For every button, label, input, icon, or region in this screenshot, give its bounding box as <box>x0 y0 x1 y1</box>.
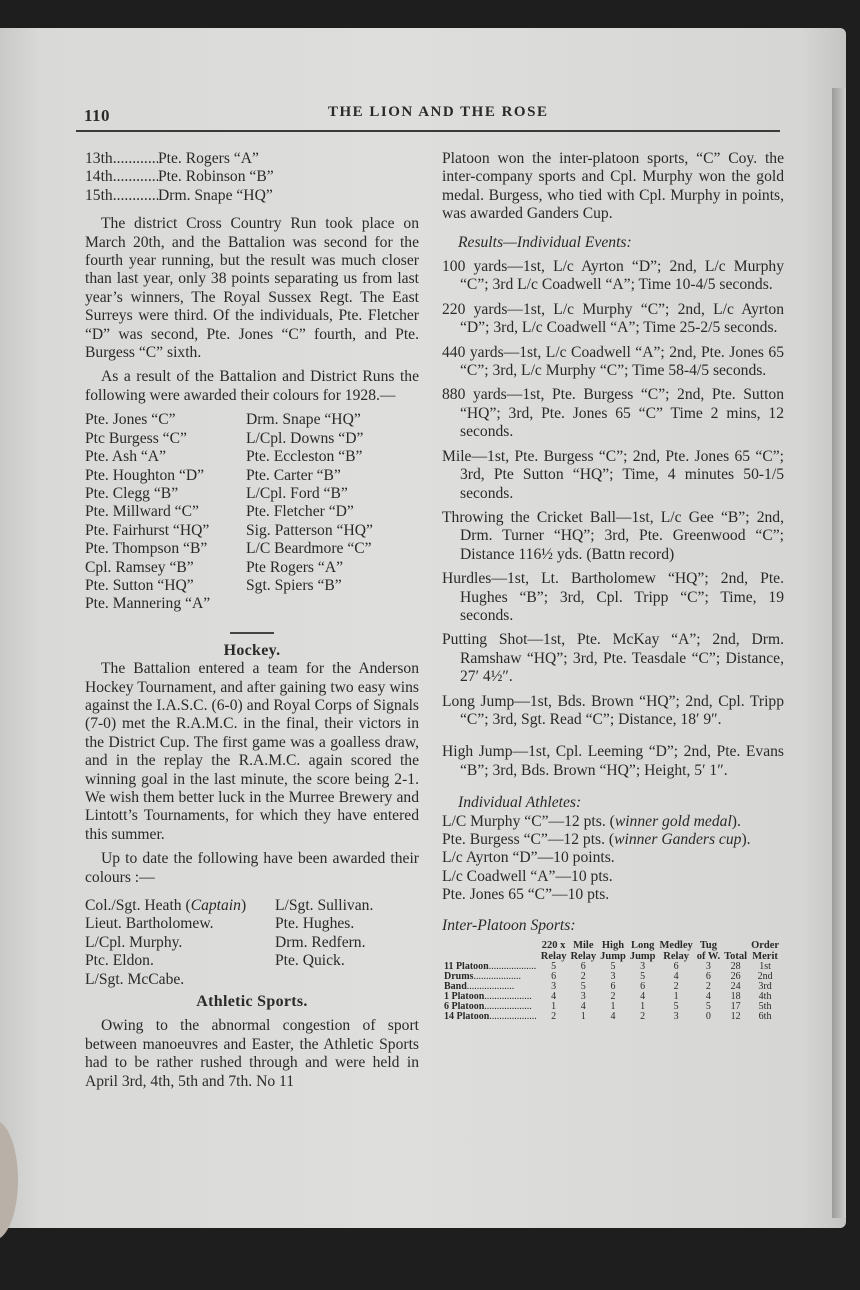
colours-name: Pte. Fletcher “D” <box>246 503 354 521</box>
table-cell: 2 <box>673 981 679 993</box>
section-divider <box>230 632 274 634</box>
table-cell: 6 <box>640 981 646 993</box>
colours-name: Pte. Jones “C” <box>85 411 176 429</box>
table-cell: 1st <box>759 961 771 973</box>
table-column-header <box>695 941 722 962</box>
athlete-end: ). <box>741 831 751 848</box>
table-cell: 2 <box>610 991 616 1003</box>
table-cell: 1 <box>610 1001 616 1013</box>
athletic-sports-paragraph: Owing to the abnormal congestion of sport between manoeuvres and Easter, the Athletic Sports had to be rather rushed through and were held in April 3rd, 4th, 5th and 7th. No 11 <box>85 1017 419 1090</box>
hockey-colours-list <box>85 897 419 989</box>
colours-name: Pte. Quick. <box>275 952 345 970</box>
table-cell: 5th <box>758 1001 772 1013</box>
table-cell: 6 <box>580 961 586 973</box>
table-column-header <box>598 941 628 962</box>
column-header-line: Relay <box>663 950 689 962</box>
table-cell: 5 <box>673 1001 679 1013</box>
event-result: 880 yards—1st, Pte. Burgess “C”; 2nd, Pte. Sutton “HQ”; 3rd, Pte. Jones 65 “C” Time 2 mins, 12 seconds. <box>442 386 784 441</box>
event-result: 100 yards—1st, L/c Ayrton “D”; 2nd, L/c Murphy “C”; 3rd L/c Coadwell “A”; Time 10-4/5 seconds. <box>442 258 784 294</box>
hockey-colours-intro: Up to date the following have been awarded their colours :— <box>85 850 419 886</box>
table-column-header <box>658 941 695 962</box>
platoon-name-text: 11 Platoon ..... <box>444 962 536 972</box>
colours-name <box>85 934 275 952</box>
colours-name: Cpl. Ramsey “B” <box>85 558 194 576</box>
table-cell: 3 <box>640 961 646 973</box>
table-cell: 4 <box>640 991 646 1003</box>
colours-name: Pte Rogers “A” <box>246 558 344 576</box>
event-result: Long Jump—1st, Bds. Brown “HQ”; 2nd, Cpl. Tripp “C”; 3rd, Sgt. Read “C”; Distance, 18′ 9″. <box>442 692 784 728</box>
colours-name: Drm. Redfern. <box>275 933 366 951</box>
table-column-header <box>539 941 569 962</box>
placing-name: Pte. Robinson “B” <box>158 168 274 186</box>
athletes-list <box>442 813 784 905</box>
colours-name <box>85 915 275 933</box>
column-header-line: Jump <box>600 950 626 962</box>
athlete-text: L/C Murphy “C”—12 pts. ( <box>442 812 615 830</box>
table-cell: 3 <box>610 971 616 983</box>
table-cell: 2 <box>551 1011 557 1023</box>
colours-name: Ptc Burgess “C” <box>85 429 187 447</box>
platoon-name <box>442 1012 539 1022</box>
table-cell: 5 <box>640 971 646 983</box>
athlete-text: Pte. Burgess “C”—12 pts. ( <box>442 831 615 848</box>
colours-name-text: Col./Sgt. Heath ( <box>85 897 191 915</box>
table-cell: 2nd <box>757 971 773 983</box>
colours-name: Pte. Eccleston “B” <box>246 448 363 466</box>
colours-name: Pte. Clegg “B” <box>85 484 179 502</box>
colours-name: Pte. Millward “C” <box>85 503 199 521</box>
athletic-sports-heading: Athletic Sports. <box>196 993 308 1011</box>
table-cell: 4 <box>705 991 711 1003</box>
table-cell: 12 <box>730 1011 741 1023</box>
colours-name: Pte. Mannering “A” <box>85 595 211 613</box>
table-cell: 2 <box>580 971 586 983</box>
column-header-line: High <box>601 940 625 952</box>
colours-name: Pte. Carter “B” <box>246 466 341 484</box>
athlete-entry <box>442 849 784 867</box>
platoon-name-text: 1 Platoon ..... <box>444 992 532 1002</box>
event-result: Throwing the Cricket Ball—1st, L/c Gee “B”; 2nd, Drm. Turner “HQ”; 3rd, Pte. Greenwood “C”; Distance 116½ yds. (Battn record) <box>442 508 784 563</box>
hockey-heading: Hockey. <box>223 641 281 659</box>
continuation-paragraph: Platoon won the inter-platoon sports, “C” Coy. the inter-company sports and Cpl. Murphy won the gold medal. Burgess, who tied with Cpl. Murphy in points, was awarded Ganders Cup. <box>442 150 784 223</box>
column-header-line: Mile <box>573 940 594 952</box>
placing-row <box>85 168 419 186</box>
inter-platoon-heading: Inter-Platoon Sports: <box>442 916 576 934</box>
column-header-line: Order <box>751 940 780 952</box>
athlete-text: Pte. Jones 65 “C”—10 pts. <box>442 886 610 904</box>
platoon-name <box>442 972 539 982</box>
next-page-edge <box>832 88 846 1218</box>
results-heading: Results—Individual Events: <box>458 233 632 251</box>
table-cell: 3rd <box>758 981 772 993</box>
athlete-entry <box>442 868 784 886</box>
table-cell: 4 <box>610 1011 616 1023</box>
column-header-line: Relay <box>570 950 597 962</box>
table-cell: 6 <box>705 971 711 983</box>
athlete-end: ). <box>731 812 741 830</box>
event-result: High Jump—1st, Cpl. Leeming “D”; 2nd, Pte. Evans “B”; 3rd, Bds. Brown “HQ”; Height, 5′ 1″. <box>442 743 784 779</box>
inter-platoon-table <box>442 941 781 1022</box>
table-column-header <box>568 941 598 962</box>
colours-name-end: ) <box>240 897 247 915</box>
column-header-line: 220 x <box>541 940 566 952</box>
events-list <box>442 258 784 780</box>
table-cell: 4th <box>758 991 772 1003</box>
colours-name-note: Captain <box>190 897 241 915</box>
column-header-line: Total <box>724 950 748 962</box>
colours-name: Pte. Houghton “D” <box>85 466 205 484</box>
table-cell: 3 <box>580 991 586 1003</box>
placings-list <box>85 150 419 205</box>
placing-position: 13th ..... <box>85 150 158 168</box>
table-cell: 5 <box>705 1001 711 1013</box>
column-header-line: Jump <box>629 950 656 962</box>
event-result: Putting Shot—1st, Pte. McKay “A”; 2nd, Drm. Ramshaw “HQ”; 3rd, Pte. Teasdale “C”; Distance, 27′ 4½″. <box>442 631 784 686</box>
colours-name: L/C Beardmore “C” <box>246 540 372 558</box>
event-result: Mile—1st, Pte. Burgess “C”; 2nd, Pte. Jones 65 “C”; 3rd, Pte Sutton “HQ”; Time, 4 minutes 50-1/5 seconds. <box>442 447 784 502</box>
athlete-text: L/c Ayrton “D”—10 points. <box>442 849 615 867</box>
table-column-header <box>722 941 749 962</box>
page-number: 110 <box>84 106 111 125</box>
colours-name: L/Cpl. Ford “B” <box>246 484 348 502</box>
table-cell: 4 <box>551 991 557 1003</box>
placing-position: 15th ..... <box>85 187 158 205</box>
column-header-line: Tug <box>699 940 717 952</box>
placing-row <box>85 150 419 168</box>
table-cell: 3 <box>673 1011 679 1023</box>
placing-name: Pte. Rogers “A” <box>158 150 259 167</box>
table-row <box>442 1012 781 1022</box>
column-header-line: Long <box>630 940 655 952</box>
colours-name <box>246 595 419 613</box>
colours-name: Sgt. Spiers “B” <box>246 576 342 594</box>
placing-row <box>85 187 419 205</box>
table-column-header <box>749 941 781 962</box>
event-result: Hurdles—1st, Lt. Bartholomew “HQ”; 2nd, Pte. Hughes “B”; 3rd, Cpl. Tripp “C”; Time, 19 seconds. <box>442 570 784 624</box>
platoon-name-text: Drums ..... <box>444 972 521 982</box>
colours-name <box>85 971 275 989</box>
table-cell: 1 <box>673 991 679 1003</box>
table-cell: 5 <box>551 961 557 973</box>
table-cell: 3 <box>551 981 557 993</box>
colours-name: L/Sgt. Sullivan. <box>275 897 374 915</box>
table-cell: 1 <box>580 1011 586 1023</box>
right-column <box>442 150 784 1022</box>
colours-name: Pte. Thompson “B” <box>85 540 208 558</box>
athletes-heading: Individual Athletes: <box>458 794 582 812</box>
colours-name-text: L/Cpl. Murphy. <box>85 933 183 951</box>
colours-intro: As a result of the Battalion and District Runs the following were awarded their colours for 1928.— <box>85 368 419 404</box>
colours-name-text: Lieut. Bartholomew. <box>85 915 214 933</box>
table-header-blank <box>442 941 539 962</box>
colours-name: Pte. Hughes. <box>275 915 355 933</box>
table-header-row <box>442 941 781 962</box>
column-header-line: Medley <box>659 940 693 952</box>
table-cell: 24 <box>730 981 741 993</box>
colours-name: Drm. Snape “HQ” <box>246 411 361 429</box>
athlete-entry <box>442 813 784 831</box>
platoon-name <box>442 992 539 1002</box>
table-cell: 6th <box>758 1011 772 1023</box>
athlete-note: winner gold medal <box>614 812 732 830</box>
athlete-text: L/c Coadwell “A”—10 pts. <box>442 867 613 885</box>
event-result: 440 yards—1st, L/c Coadwell “A”; 2nd, Pte. Jones 65 “C”; 3rd, L/c Murphy “C”; Time 58-4/5 seconds. <box>442 343 784 380</box>
platoon-name <box>442 962 539 972</box>
colours-name: L/Cpl. Downs “D” <box>246 429 364 447</box>
table-cell: 17 <box>730 1001 741 1013</box>
header-rule <box>76 130 780 132</box>
table-cell: 5 <box>580 981 586 993</box>
column-header-line: of W. <box>696 950 721 962</box>
colours-name: Sig. Patterson “HQ” <box>246 521 373 539</box>
table-cell: 3 <box>705 961 711 973</box>
table-cell: 28 <box>730 961 741 973</box>
colours-name-text: L/Sgt. McCabe. <box>85 970 185 988</box>
table-cell: 0 <box>705 1011 711 1023</box>
platoon-name-text: 14 Platoon ..... <box>444 1012 537 1022</box>
colours-name: Pte. Fairhurst “HQ” <box>85 521 210 539</box>
table-cell: 6 <box>610 981 616 993</box>
hockey-paragraph: The Battalion entered a team for the Anderson Hockey Tournament, and after gaining two easy wins against the I.A.S.C. (6-0) and Royal Corps of Signals (7-0) met the R.A.M.C. in the final, their victors in the District Cup. The first game was a goalless draw, and in the replay the R.A.M.C. again scored the winning goal in the last minute, the score being 2-1. We wish them better luck in the Murree Brewery and Lintott’s Tournaments, for which they have entered this summer. <box>85 660 419 843</box>
table-cell: 26 <box>730 971 741 983</box>
colours-name <box>85 897 275 915</box>
table-cell: 4 <box>580 1001 586 1013</box>
colours-name <box>85 952 275 970</box>
table-cell: 2 <box>705 981 711 993</box>
table-cell: 2 <box>640 1011 646 1023</box>
colours-1928-list <box>85 411 419 613</box>
table-cell: 6 <box>673 961 679 973</box>
table-cell: 5 <box>610 961 616 973</box>
table-cell: 1 <box>551 1001 557 1013</box>
column-header-line: Relay <box>540 950 567 962</box>
table-cell: 4 <box>673 971 679 983</box>
table-cell: 1 <box>640 1001 646 1013</box>
placing-name: Drm. Snape “HQ” <box>158 186 273 204</box>
athlete-note: winner Ganders cup <box>614 831 742 848</box>
colours-name-text: Ptc. Eldon. <box>85 952 154 970</box>
table-cell: 18 <box>730 991 741 1003</box>
colours-name: Pte. Sutton “HQ” <box>85 576 194 594</box>
athlete-entry <box>442 886 784 904</box>
colours-name <box>275 971 419 989</box>
cross-country-paragraph: The district Cross Country Run took place on March 20th, and the Battalion was second for the fourth year running, but the result was much closer than last year, only 38 points separating us from last year’s winners, The Royal Sussex Regt. The East Surreys were third. Of the individuals, Pte. Fletcher “D” was second, Pte. Jones “C” fourth, and Pte. Burgess “C” sixth. <box>85 215 419 362</box>
athlete-entry <box>442 831 784 849</box>
platoon-name <box>442 1002 539 1012</box>
placing-position: 14th ..... <box>85 168 158 186</box>
platoon-name-text: 6 Platoon ..... <box>444 1002 532 1012</box>
event-result: 220 yards—1st, L/c Murphy “C”; 2nd, L/c Ayrton “D”; 3rd, L/c Coadwell “A”; Time 25-2/5 seconds. <box>442 300 784 337</box>
platoon-name-text: Band ..... <box>444 982 514 992</box>
left-column <box>85 150 419 1091</box>
table-column-header <box>628 941 658 962</box>
table-cell: 6 <box>551 971 557 983</box>
platoon-name <box>442 982 539 992</box>
column-header-line: Merit <box>752 950 778 962</box>
colours-name: Pte. Ash “A” <box>85 448 166 466</box>
running-title: THE LION AND THE ROSE <box>328 104 549 120</box>
